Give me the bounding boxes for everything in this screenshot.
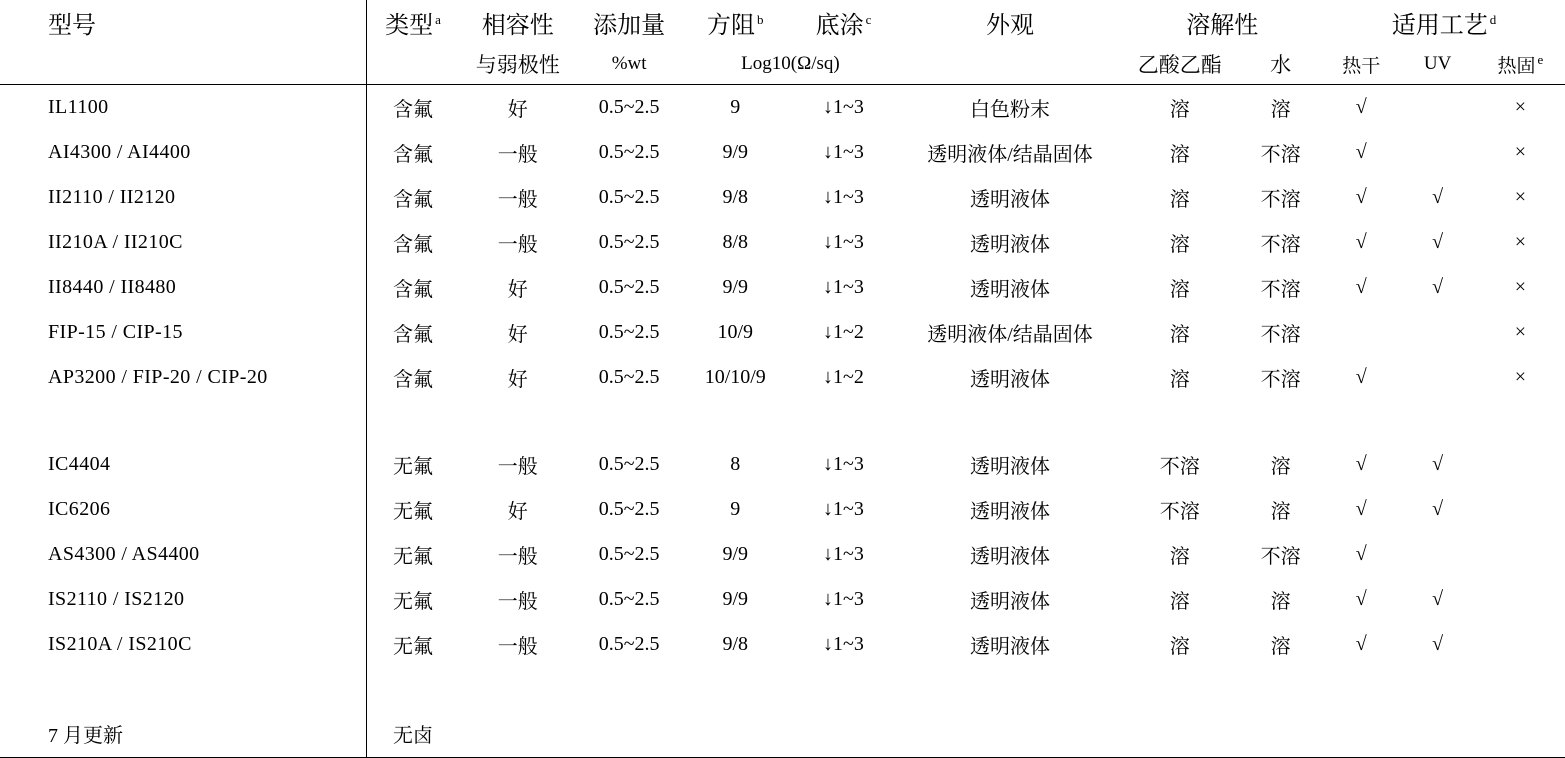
cell-process-heat: √ [1355,588,1367,610]
cell-primer: ↓1~3 [823,588,864,610]
spacer-cell [1323,400,1399,442]
spacer-cell [899,400,1122,442]
cell-compatibility: 一般 [497,189,538,211]
cell-sheet-resistance: 9/8 [722,633,749,655]
cell-type: 无氟 [366,487,459,532]
table-row [0,487,1565,532]
cell-solubility-water: 溶 [1270,99,1291,121]
table-row [0,442,1565,487]
spacer-cell [788,667,898,709]
footer-cell [459,709,576,758]
cell-compatibility: 好 [507,324,528,346]
cell-model: AS4300 / AS4400 [48,543,200,565]
cell-amount: 0.5~2.5 [598,141,660,163]
header-model: 型号 [48,12,96,39]
cell-process-heat: √ [1355,96,1367,118]
table-group-spacer [0,400,1565,442]
footer-cell [1476,709,1565,758]
cell-model: II8440 / II8480 [48,276,177,298]
spacer-cell [1121,667,1238,709]
header-process-thermoset-note: e [1537,52,1544,68]
cell-appearance: 白色粉末 [970,99,1051,121]
cell-type: 含氟 [366,175,459,220]
cell-primer: ↓1~3 [823,543,864,565]
cell-process-thermoset: × [1514,231,1527,253]
cell-process-uv [1399,85,1475,131]
cell-type: 无氟 [366,577,459,622]
spacer-type [366,400,459,442]
cell-solubility-ea: 溶 [1169,369,1190,391]
header-process-thermoset: 热固 $^e$ [1476,44,1565,85]
cell-type: 无氟 [366,532,459,577]
table-row [0,175,1565,220]
cell-primer: ↓1~3 [823,96,864,118]
header-primer-note: c [865,11,872,27]
cell-solubility-water: 不溶 [1260,234,1301,256]
spacer-cell [459,667,576,709]
spacer-type [366,667,459,709]
cell-sheet-resistance: 9/9 [722,588,749,610]
cell-solubility-ea: 溶 [1169,144,1190,166]
table-row [0,85,1565,131]
header-type-sub [366,44,459,85]
cell-process-heat: √ [1355,231,1367,253]
cell-solubility-ea: 溶 [1169,591,1190,613]
cell-appearance: 透明液体 [970,456,1051,478]
cell-solubility-water: 溶 [1270,501,1291,523]
table-footer-row [0,709,1565,758]
cell-primer: ↓1~2 [823,366,864,388]
cell-model: FIP-15 / CIP-15 [48,321,183,343]
header-primer: 底涂 $^c$ [815,11,872,39]
table-footer-spacer [0,667,1565,709]
cell-process-heat: √ [1355,543,1367,565]
cell-model: II2110 / II2120 [48,186,176,208]
cell-process-heat: √ [1355,186,1367,208]
cell-process-thermoset [1476,442,1565,487]
cell-model: IC4404 [48,453,111,475]
cell-solubility-water: 溶 [1270,636,1291,658]
spacer-cell [682,400,788,442]
cell-solubility-water: 不溶 [1260,324,1301,346]
cell-type: 含氟 [366,220,459,265]
spacer-cell [1238,667,1323,709]
cell-compatibility: 一般 [497,591,538,613]
footer-cell [1238,709,1323,758]
cell-model: IS210A / IS210C [48,633,192,655]
cell-appearance: 透明液体 [970,189,1051,211]
cell-sheet-resistance: 9/9 [722,141,749,163]
cell-model: II210A / II210C [48,231,183,253]
footer-cell [1323,709,1399,758]
cell-process-uv: √ [1432,453,1444,475]
header-appearance-sub [899,44,1122,85]
spacer-cell [1399,667,1475,709]
cell-compatibility: 一般 [497,456,538,478]
header-solubility-water: 水 [1238,44,1323,85]
cell-amount: 0.5~2.5 [598,366,660,388]
cell-type: 含氟 [366,85,459,131]
footer-update-note: 7 月更新 [0,709,366,758]
cell-process-thermoset [1476,487,1565,532]
cell-solubility-ea: 溶 [1169,189,1190,211]
cell-sheet-resistance: 10/10/9 [704,366,766,388]
cell-primer: ↓1~2 [823,321,864,343]
cell-process-uv: √ [1432,498,1444,520]
cell-primer: ↓1~3 [823,498,864,520]
cell-type: 含氟 [366,355,459,400]
table-row [0,355,1565,400]
footer-cell [899,709,1122,758]
header-amount: 添加量 [593,12,666,39]
cell-process-uv: √ [1432,633,1444,655]
spacer-cell [682,667,788,709]
header-sheet-resistance-sub: Log10(Ω/sq) [682,44,898,85]
table-row [0,577,1565,622]
cell-sheet-resistance: 10/9 [717,321,754,343]
cell-solubility-ea: 溶 [1169,279,1190,301]
cell-compatibility: 好 [507,369,528,391]
cell-appearance: 透明液体 [970,546,1051,568]
cell-process-uv [1399,310,1475,355]
cell-model: IL1100 [48,96,109,118]
spacer-model [0,667,366,709]
header-sheet-resistance-note: b [757,11,764,27]
cell-appearance: 透明液体 [970,501,1051,523]
cell-sheet-resistance: 8 [730,453,741,475]
cell-amount: 0.5~2.5 [598,321,660,343]
header-process-note: d [1489,11,1497,27]
cell-compatibility: 一般 [497,144,538,166]
header-type: 类型 $^a$ [366,0,459,44]
cell-process-thermoset: × [1514,276,1527,298]
spacer-cell [1476,667,1565,709]
cell-solubility-ea: 溶 [1169,546,1190,568]
header-compatibility: 相容性 [481,12,554,39]
spacer-cell [1476,400,1565,442]
cell-solubility-ea: 不溶 [1159,456,1200,478]
cell-process-thermoset: × [1514,96,1527,118]
header-appearance: 外观 [986,12,1035,39]
spacer-cell [788,400,898,442]
cell-type: 无氟 [366,622,459,667]
cell-solubility-ea: 溶 [1169,234,1190,256]
footer-cell [682,709,788,758]
cell-process-heat [1323,310,1399,355]
cell-sheet-resistance: 9/8 [722,186,749,208]
cell-compatibility: 好 [507,501,528,523]
table-row [0,622,1565,667]
spacer-cell [899,667,1122,709]
header-model-sub [0,44,366,85]
cell-model: AI4300 / AI4400 [48,141,191,163]
cell-process-thermoset: × [1514,141,1527,163]
cell-process-uv: √ [1432,276,1444,298]
spacer-cell [1399,400,1475,442]
cell-solubility-ea: 溶 [1169,99,1190,121]
cell-amount: 0.5~2.5 [598,453,660,475]
cell-sheet-resistance: 9 [730,498,741,520]
footer-cell [576,709,682,758]
cell-process-heat: √ [1355,276,1367,298]
cell-model: AP3200 / FIP-20 / CIP-20 [48,366,268,388]
spacer-cell [1323,667,1399,709]
cell-solubility-water: 不溶 [1260,144,1301,166]
cell-amount: 0.5~2.5 [598,186,660,208]
header-process: 适用工艺 $^d$ [1391,11,1497,39]
cell-appearance: 透明液体 [970,636,1051,658]
cell-primer: ↓1~3 [823,141,864,163]
cell-process-thermoset [1476,622,1565,667]
spacer-cell [1121,400,1238,442]
cell-type: 含氟 [366,265,459,310]
cell-appearance: 透明液体 [970,234,1051,256]
cell-solubility-ea: 不溶 [1159,501,1200,523]
spacer-cell [459,400,576,442]
cell-compatibility: 好 [507,99,528,121]
cell-primer: ↓1~3 [823,633,864,655]
header-process-uv: UV [1399,44,1475,85]
cell-process-uv [1399,130,1475,175]
cell-amount: 0.5~2.5 [598,96,660,118]
table-row [0,532,1565,577]
table-row [0,130,1565,175]
cell-model: IS2110 / IS2120 [48,588,185,610]
cell-process-thermoset: × [1514,186,1527,208]
cell-amount: 0.5~2.5 [598,276,660,298]
cell-appearance: 透明液体/结晶固体 [927,144,1093,166]
cell-process-thermoset [1476,532,1565,577]
header-type-note: a [435,11,441,27]
cell-solubility-ea: 溶 [1169,636,1190,658]
cell-process-heat: √ [1355,141,1367,163]
table-header-row-secondary [0,44,1565,85]
cell-sheet-resistance: 9/9 [722,276,749,298]
cell-sheet-resistance: 9 [730,96,741,118]
cell-primer: ↓1~3 [823,276,864,298]
cell-appearance: 透明液体/结晶固体 [927,324,1093,346]
footer-cell [788,709,898,758]
cell-primer: ↓1~3 [823,231,864,253]
cell-process-uv: √ [1432,231,1444,253]
header-solubility-ea: 乙酸乙酯 [1121,44,1238,85]
cell-process-heat: √ [1355,633,1367,655]
header-compatibility-sub: 与弱极性 [459,44,576,85]
cell-process-uv: √ [1432,186,1444,208]
cell-process-heat: √ [1355,366,1367,388]
table-row [0,265,1565,310]
cell-model: IC6206 [48,498,111,520]
header-process-heat: 热干 [1323,44,1399,85]
cell-amount: 0.5~2.5 [598,543,660,565]
cell-process-heat: √ [1355,453,1367,475]
cell-solubility-ea: 溶 [1169,324,1190,346]
cell-process-heat: √ [1355,498,1367,520]
cell-type: 无氟 [366,442,459,487]
spacer-cell [1238,400,1323,442]
cell-process-uv [1399,355,1475,400]
cell-compatibility: 一般 [497,636,538,658]
cell-appearance: 透明液体 [970,279,1051,301]
cell-solubility-water: 不溶 [1260,546,1301,568]
cell-process-thermoset: × [1514,366,1527,388]
cell-primer: ↓1~3 [823,186,864,208]
table-row [0,310,1565,355]
cell-amount: 0.5~2.5 [598,588,660,610]
cell-appearance: 透明液体 [970,591,1051,613]
table-header-row-primary [0,0,1565,44]
cell-process-thermoset [1476,577,1565,622]
cell-solubility-water: 不溶 [1260,279,1301,301]
cell-process-thermoset: × [1514,321,1527,343]
spacer-cell [576,667,682,709]
cell-amount: 0.5~2.5 [598,633,660,655]
spacer-cell [576,400,682,442]
cell-appearance: 透明液体 [970,369,1051,391]
cell-solubility-water: 溶 [1270,591,1291,613]
cell-compatibility: 一般 [497,234,538,256]
cell-type: 含氟 [366,310,459,355]
cell-sheet-resistance: 9/9 [722,543,749,565]
cell-compatibility: 一般 [497,546,538,568]
cell-process-uv [1399,532,1475,577]
header-amount-sub: %wt [576,44,682,85]
cell-amount: 0.5~2.5 [598,231,660,253]
spacer-model [0,400,366,442]
footer-cell [1399,709,1475,758]
cell-solubility-water: 不溶 [1260,189,1301,211]
header-sheet-resistance: 方阻 $^b$ [707,11,764,39]
footer-cell [1121,709,1238,758]
header-solubility: 溶解性 [1186,12,1259,39]
cell-type: 含氟 [366,130,459,175]
footer-halogen-free: 无卤 [366,709,459,758]
cell-primer: ↓1~3 [823,453,864,475]
cell-amount: 0.5~2.5 [598,498,660,520]
cell-solubility-water: 溶 [1270,456,1291,478]
table-row [0,220,1565,265]
cell-compatibility: 好 [507,279,528,301]
cell-sheet-resistance: 8/8 [722,231,749,253]
cell-solubility-water: 不溶 [1260,369,1301,391]
cell-process-uv: √ [1432,588,1444,610]
